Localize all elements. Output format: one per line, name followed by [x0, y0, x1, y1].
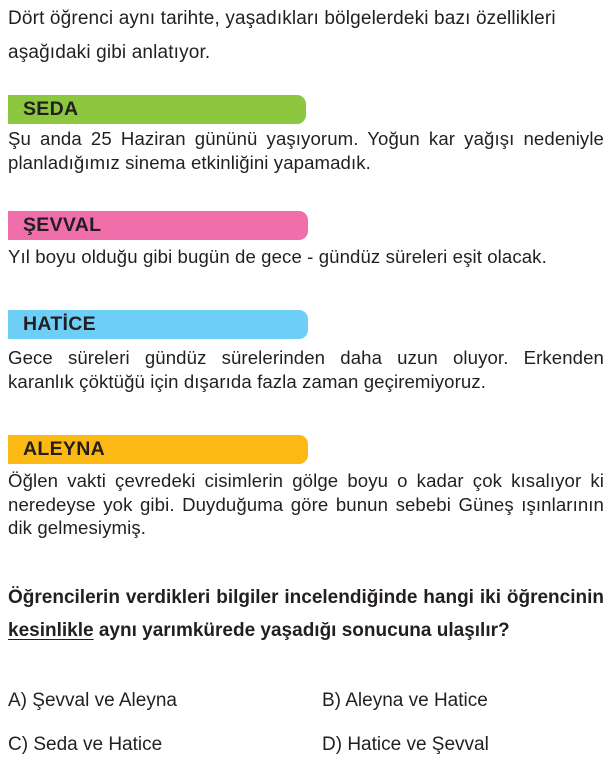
question-text: [8, 581, 604, 647]
option-a[interactable]: A) Şevval ve Aleyna: [8, 690, 177, 711]
student-tag-hatice: HATİCE: [8, 310, 308, 339]
student-statement-sevval: Yıl boyu olduğu gibi bugün de gece - gündüz süreleri eşit olacak.: [8, 246, 547, 267]
option-d[interactable]: D) Hatice ve Şevval: [322, 734, 489, 755]
student-tag-seda: SEDA: [8, 95, 306, 124]
question-text-start: Öğrencilerin verdikleri bilgiler incelendiğinde hangi iki öğrencinin: [8, 587, 604, 608]
student-statement-hatice: Gece süreleri gündüz sürelerinden daha uzun oluyor. Erkenden karanlık çöktüğü için dışarıda fazla zaman geçiremiyoruz.: [8, 347, 604, 392]
student-tag-sevval: ŞEVVAL: [8, 211, 308, 240]
option-c[interactable]: C) Seda ve Hatice: [8, 734, 163, 755]
question-text-end: aynı yarımkürede yaşadığı sonucuna ulaşılır?: [93, 620, 510, 641]
option-b[interactable]: B) Aleyna ve Hatice: [322, 690, 488, 711]
student-tag-aleyna: ALEYNA: [8, 435, 308, 464]
intro-text: Dört öğrenci aynı tarihte, yaşadıkları bölgelerdeki bazı özellikleri aşağıdaki gibi anlatıyor.: [8, 8, 556, 63]
student-statement-seda: Şu anda 25 Haziran gününü yaşıyorum. Yoğun kar yağışı nedeniyle planladığımız sinema etkinliğini yapamadık.: [8, 128, 604, 173]
question-emphasis: kesinlikle: [8, 620, 94, 641]
student-statement-aleyna: Öğlen vakti çevredeki cisimlerin gölge boyu o kadar çok kısalıyor ki neredeyse yok gibi. Duyduğuma göre bunun sebebi Güneş ışınlarının dik gelmesiymiş.: [8, 470, 604, 538]
